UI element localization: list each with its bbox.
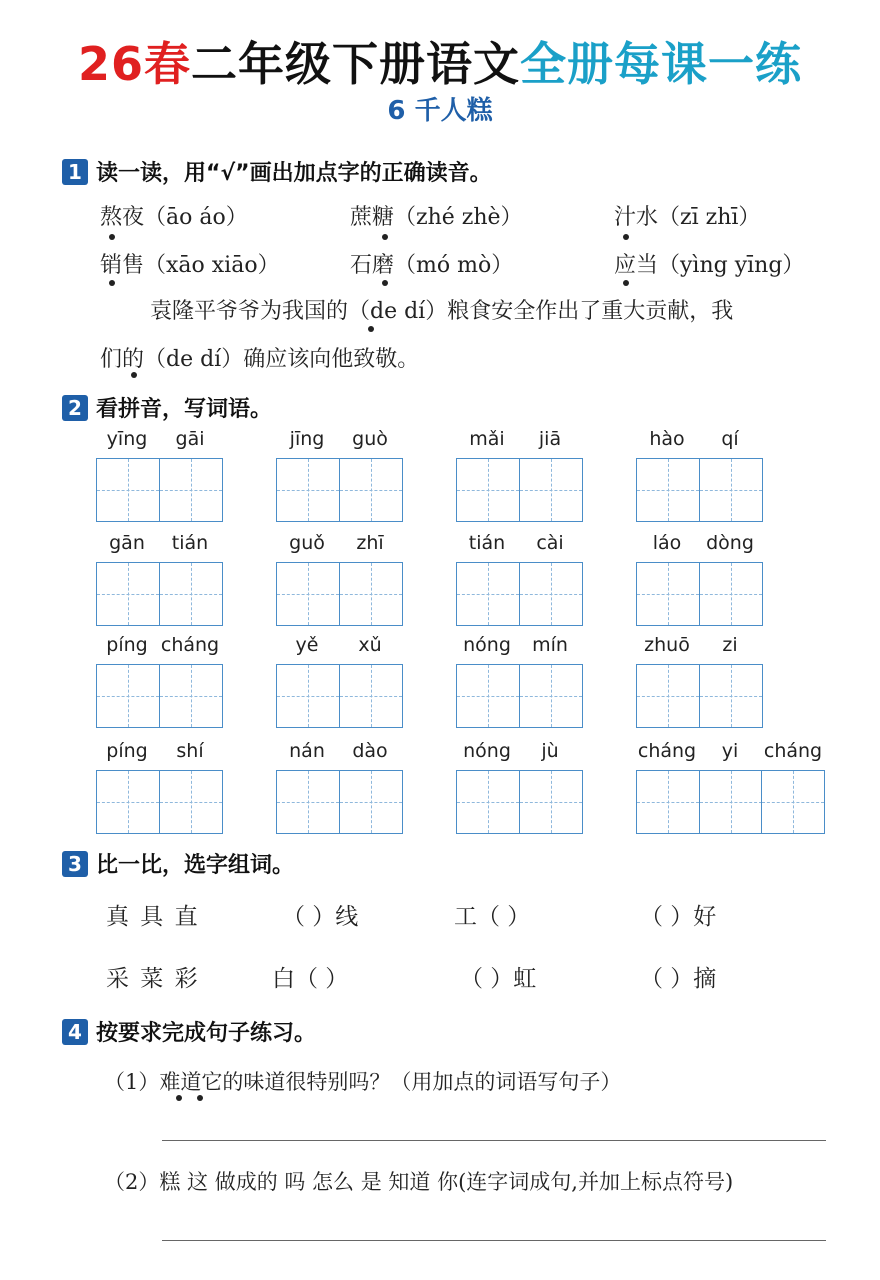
s1-item-4: 销售（xāo xiāo） — [100, 253, 280, 278]
writing-grid — [456, 664, 581, 728]
pinyin-label: cháng — [763, 740, 823, 762]
pinyin-label: cháng — [637, 740, 697, 762]
writing-grid — [456, 458, 581, 522]
title-red: 26春 — [77, 37, 191, 91]
cell-guide-vertical — [731, 771, 732, 833]
tianzige-cell[interactable] — [519, 562, 583, 626]
s1-item-3: 汁水（zī zhī） — [614, 205, 761, 230]
tianzige-cell[interactable] — [159, 770, 223, 834]
tianzige-cell[interactable] — [339, 770, 403, 834]
s3-row1-item2: 工（ ） — [454, 904, 531, 930]
pinyin-label: nán — [289, 740, 325, 762]
pinyin-label: yě — [295, 634, 319, 656]
writing-grid — [96, 664, 221, 728]
emphasis-dot — [623, 280, 629, 286]
s1-para-line1: 袁隆平爷爷为我国的（de dí）粮食安全作出了重大贡献，我 — [150, 299, 734, 324]
tianzige-cell[interactable] — [519, 770, 583, 834]
section1-number: 1 — [62, 159, 88, 185]
emphasis-dot — [197, 1095, 203, 1101]
pinyin-label: qí — [721, 428, 739, 450]
pinyin-label: jiā — [538, 428, 562, 450]
writing-grid — [276, 458, 401, 522]
pinyin-label: guò — [352, 428, 388, 450]
cell-guide-vertical — [668, 665, 669, 727]
pinyin-label: guǒ — [289, 532, 325, 554]
cell-guide-vertical — [128, 771, 129, 833]
s4-question1: （1）难道它的味道很特别吗？（用加点的词语写句子） — [104, 1070, 622, 1094]
pinyin-label: nóng — [463, 634, 511, 656]
pinyin-label: shí — [176, 740, 204, 762]
cell-guide-vertical — [668, 771, 669, 833]
tianzige-cell[interactable] — [96, 562, 160, 626]
cell-guide-vertical — [488, 771, 489, 833]
title-blue: 全册每课一练 — [520, 37, 802, 91]
tianzige-cell[interactable] — [339, 664, 403, 728]
cell-guide-vertical — [191, 771, 192, 833]
pinyin-label: mǎi — [469, 428, 505, 450]
s1-item-1: 熬夜（āo áo） — [100, 205, 248, 230]
pinyin-label: píng — [106, 634, 148, 656]
s4-question2: （2）糕 这 做成的 吗 怎么 是 知道 你(连字词成句,并加上标点符号) — [104, 1170, 734, 1194]
tianzige-cell[interactable] — [339, 562, 403, 626]
pinyin-label: píng — [106, 740, 148, 762]
s1-item-2: 蔗糖（zhé zhè） — [350, 205, 523, 230]
s1-item-5: 石磨（mó mò） — [350, 253, 514, 278]
section3-title: 比一比，选字组词。 — [96, 853, 295, 878]
s3-row1-item3: （ ）好 — [640, 904, 717, 930]
emphasis-dot — [131, 372, 137, 378]
s3-row1-chars: 真 具 直 — [106, 904, 200, 930]
pinyin-label: yi — [721, 740, 739, 762]
tianzige-cell[interactable] — [636, 770, 700, 834]
writing-grid — [636, 770, 824, 834]
cell-guide-vertical — [371, 459, 372, 521]
s3-row2-item2: （ ）虹 — [460, 966, 537, 992]
s3-row2-item3: （ ）摘 — [640, 966, 717, 992]
pinyin-label: dào — [352, 740, 388, 762]
pinyin-label: hào — [649, 428, 685, 450]
tianzige-cell[interactable] — [456, 770, 520, 834]
tianzige-cell[interactable] — [456, 562, 520, 626]
emphasis-dot — [382, 234, 388, 240]
tianzige-cell[interactable] — [159, 664, 223, 728]
s1-item-6: 应当（yìng yīng） — [614, 253, 805, 278]
writing-grid — [636, 458, 761, 522]
pinyin-label: dòng — [706, 532, 754, 554]
cell-guide-vertical — [191, 563, 192, 625]
tianzige-cell[interactable] — [276, 458, 340, 522]
cell-guide-vertical — [551, 665, 552, 727]
cell-guide-vertical — [308, 563, 309, 625]
cell-guide-vertical — [731, 665, 732, 727]
section4-title: 按要求完成句子练习。 — [96, 1021, 317, 1046]
answer-line-1[interactable] — [162, 1140, 826, 1141]
tianzige-cell[interactable] — [276, 562, 340, 626]
tianzige-cell[interactable] — [636, 458, 700, 522]
tianzige-cell[interactable] — [159, 562, 223, 626]
cell-guide-vertical — [128, 563, 129, 625]
tianzige-cell[interactable] — [456, 664, 520, 728]
cell-guide-vertical — [371, 665, 372, 727]
pinyin-label: láo — [652, 532, 682, 554]
section4-number: 4 — [62, 1019, 88, 1045]
pinyin-label: cài — [536, 532, 564, 554]
tianzige-cell[interactable] — [699, 770, 763, 834]
tianzige-cell[interactable] — [761, 770, 825, 834]
tianzige-cell[interactable] — [699, 562, 763, 626]
section2-heading — [62, 392, 272, 423]
emphasis-dot — [109, 234, 115, 240]
tianzige-cell[interactable] — [519, 664, 583, 728]
tianzige-cell[interactable] — [699, 458, 763, 522]
section3-heading — [62, 848, 294, 879]
tianzige-cell[interactable] — [96, 458, 160, 522]
cell-guide-vertical — [128, 459, 129, 521]
section1-heading — [62, 156, 492, 187]
emphasis-dot — [368, 326, 374, 332]
tianzige-cell[interactable] — [636, 562, 700, 626]
cell-guide-vertical — [551, 563, 552, 625]
s3-row2-item1: 白（ ） — [272, 966, 349, 992]
section2-title: 看拼音，写词语。 — [96, 397, 273, 422]
emphasis-dot — [109, 280, 115, 286]
tianzige-cell[interactable] — [276, 664, 340, 728]
cell-guide-vertical — [371, 563, 372, 625]
section2-number: 2 — [62, 395, 88, 421]
writing-grid — [96, 458, 221, 522]
emphasis-dot — [623, 234, 629, 240]
pinyin-label: cháng — [160, 634, 220, 656]
page-title — [0, 28, 880, 94]
writing-grid — [456, 770, 581, 834]
pinyin-label: yīng — [106, 428, 148, 450]
cell-guide-vertical — [488, 665, 489, 727]
cell-guide-vertical — [308, 771, 309, 833]
writing-grid — [636, 562, 761, 626]
writing-grid — [636, 664, 761, 728]
cell-guide-vertical — [668, 459, 669, 521]
cell-guide-vertical — [551, 771, 552, 833]
pinyin-label: gāi — [175, 428, 205, 450]
cell-guide-vertical — [191, 459, 192, 521]
emphasis-dot — [382, 280, 388, 286]
pinyin-label: zi — [722, 634, 738, 656]
pinyin-label: tián — [171, 532, 209, 554]
tianzige-cell[interactable] — [339, 458, 403, 522]
tianzige-cell[interactable] — [276, 770, 340, 834]
pinyin-label: xǔ — [358, 634, 382, 656]
cell-guide-vertical — [308, 665, 309, 727]
pinyin-label: zhuō — [644, 634, 690, 656]
lesson-subtitle: 6 千人糕 — [387, 96, 493, 126]
tianzige-cell[interactable] — [96, 770, 160, 834]
tianzige-cell[interactable] — [519, 458, 583, 522]
writing-grid — [96, 770, 221, 834]
title-black: 二年级下册语文 — [191, 37, 520, 91]
cell-guide-vertical — [488, 563, 489, 625]
s1-para-line2: 们的（de dí）确应该向他致敬。 — [100, 347, 420, 372]
section1-title: 读一读，用“√”画出加点字的正确读音。 — [96, 161, 492, 186]
pinyin-label: mín — [532, 634, 568, 656]
cell-guide-vertical — [308, 459, 309, 521]
cell-guide-vertical — [668, 563, 669, 625]
cell-guide-vertical — [731, 459, 732, 521]
s3-row2-chars: 采 菜 彩 — [106, 966, 200, 992]
s3-row1-item1: （ ）线 — [282, 904, 359, 930]
cell-guide-vertical — [128, 665, 129, 727]
writing-grid — [276, 664, 401, 728]
pinyin-label: jīng — [289, 428, 325, 450]
writing-grid — [456, 562, 581, 626]
cell-guide-vertical — [191, 665, 192, 727]
cell-guide-vertical — [551, 459, 552, 521]
tianzige-cell[interactable] — [636, 664, 700, 728]
pinyin-label: jù — [541, 740, 559, 762]
writing-grid — [96, 562, 221, 626]
pinyin-label: tián — [468, 532, 506, 554]
cell-guide-vertical — [371, 771, 372, 833]
writing-grid — [276, 770, 401, 834]
emphasis-dot — [176, 1095, 182, 1101]
tianzige-cell[interactable] — [159, 458, 223, 522]
section3-number: 3 — [62, 851, 88, 877]
answer-line-2[interactable] — [162, 1240, 826, 1241]
tianzige-cell[interactable] — [96, 664, 160, 728]
tianzige-cell[interactable] — [699, 664, 763, 728]
pinyin-label: nóng — [463, 740, 511, 762]
writing-grid — [276, 562, 401, 626]
pinyin-label: gān — [109, 532, 145, 554]
cell-guide-vertical — [731, 563, 732, 625]
cell-guide-vertical — [793, 771, 794, 833]
section4-heading — [62, 1016, 316, 1047]
tianzige-cell[interactable] — [456, 458, 520, 522]
cell-guide-vertical — [488, 459, 489, 521]
pinyin-label: zhī — [356, 532, 384, 554]
